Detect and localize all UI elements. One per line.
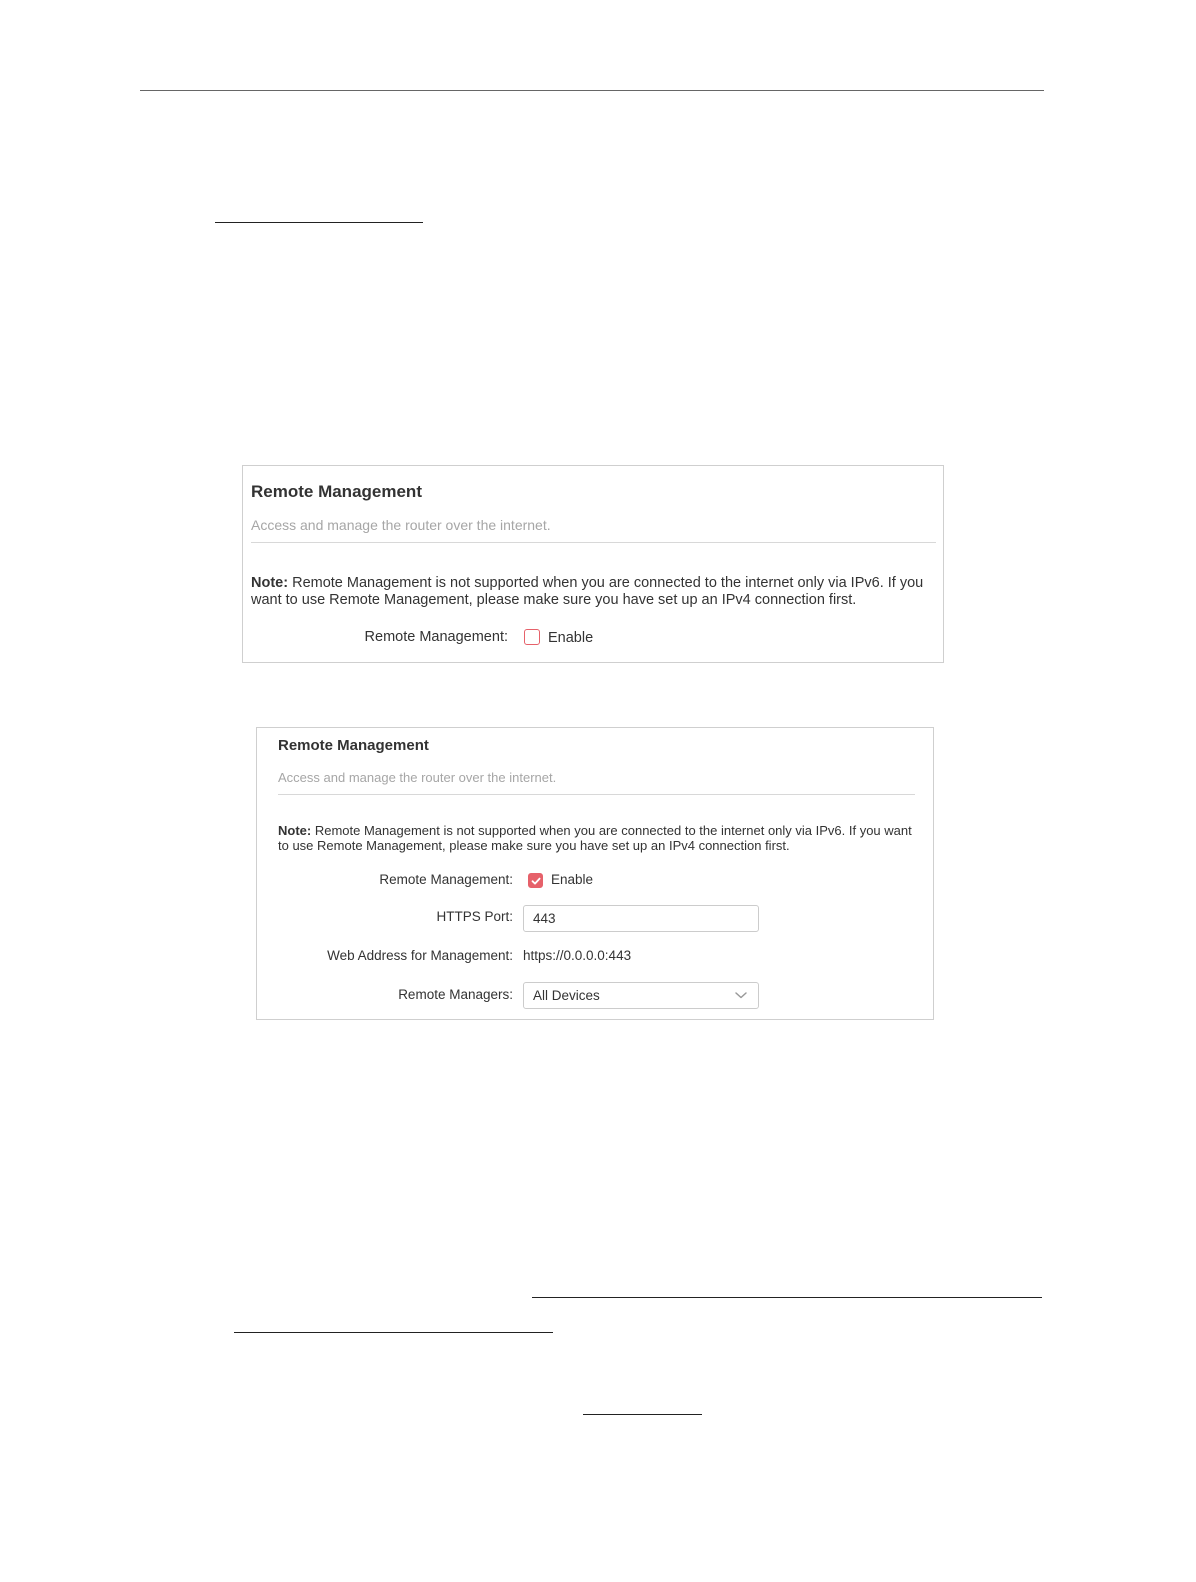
remote-management-checkbox[interactable] — [528, 873, 543, 888]
https-port-label: HTTPS Port: — [436, 909, 513, 924]
chevron-down-icon — [734, 990, 748, 1000]
hyperlink-underline[interactable] — [234, 1332, 553, 1333]
hyperlink-underline[interactable] — [583, 1414, 702, 1415]
web-address-label: Web Address for Management: — [327, 948, 513, 963]
note-body: Remote Management is not supported when you are connected to the internet only via IPv6. If you want to use Remote Management, please make sure you have set up an IPv4 connection first. — [251, 575, 924, 609]
note-body: Remote Management is not supported when you are connected to the internet only via IPv6. If you want to use Remote Management, please make sure you have set up an IPv4 connection first. — [278, 823, 912, 854]
panel-subtitle: Access and manage the router over the internet. — [278, 770, 557, 785]
note-text — [251, 575, 941, 610]
note-prefix: Note: — [278, 823, 312, 838]
remote-management-label: Remote Management: — [364, 629, 508, 645]
remote-managers-select[interactable] — [523, 982, 759, 1009]
panel-title: Remote Management — [251, 482, 422, 501]
remote-management-label: Remote Management: — [379, 872, 513, 887]
hyperlink-underline[interactable] — [532, 1297, 1042, 1298]
header-rule — [140, 90, 1044, 91]
checkmark-icon — [530, 875, 542, 887]
enable-label[interactable]: Enable — [548, 630, 594, 646]
note-text — [278, 823, 918, 854]
remote-management-panel-enabled — [256, 727, 934, 1020]
panel-divider — [251, 542, 936, 543]
remote-management-panel-disabled — [242, 465, 944, 663]
panel-subtitle: Access and manage the router over the internet. — [251, 517, 551, 533]
web-address-value: https://0.0.0.0:443 — [523, 948, 632, 963]
remote-managers-label: Remote Managers: — [398, 987, 513, 1002]
remote-management-checkbox[interactable] — [524, 629, 540, 645]
panel-title: Remote Management — [278, 737, 429, 754]
panel-divider — [278, 794, 915, 795]
https-port-input[interactable]: 443 — [523, 905, 759, 932]
enable-label[interactable]: Enable — [551, 872, 594, 887]
remote-managers-selected: All Devices — [533, 988, 600, 1003]
note-prefix: Note: — [251, 575, 289, 591]
hyperlink-underline[interactable] — [215, 222, 423, 223]
